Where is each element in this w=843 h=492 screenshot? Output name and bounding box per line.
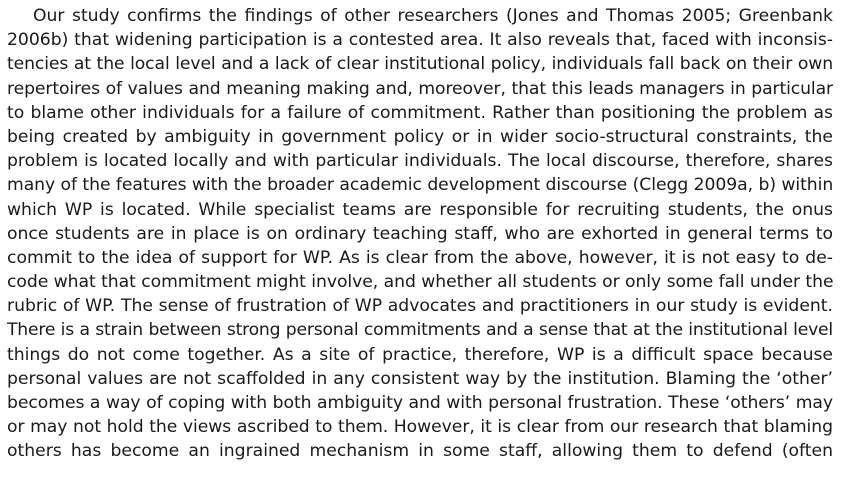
paragraph-line: rubric of WP. The sense of frustration of WP advocates and practitioners in our study is evident. xyxy=(7,296,833,317)
body-paragraph xyxy=(7,4,833,464)
paragraph-line: Our study confirms the findings of other researchers (Jones and Thomas 2005; Greenbank xyxy=(33,6,833,26)
paragraph-line: There is a strain between strong personal commitments and a sense that at the institutional level xyxy=(7,320,833,341)
paragraph-line: code what that commitment might involve, and whether all students or only some fall under the xyxy=(7,272,833,293)
paragraph-line: tencies at the local level and a lack of clear institutional policy, individuals fall back on their own xyxy=(7,54,833,75)
paragraph-line: or may not hold the views ascribed to them. However, it is clear from our research that blaming xyxy=(7,417,833,438)
paragraph-line: to blame other individuals for a failure of commitment. Rather than positioning the problem as xyxy=(7,102,833,123)
paragraph-line: others has become an ingrained mechanism in some staff, allowing them to defend (often xyxy=(7,441,833,462)
paragraph-line: becomes a way of coping with both ambiguity and with personal frustration. These ‘others’ may xyxy=(7,393,833,413)
paragraph-line: 2006b) that widening participation is a contested area. It also reveals that, faced with inconsis- xyxy=(7,30,833,51)
paragraph-line: commit to the idea of support for WP. As is clear from the above, however, it is not easy to de- xyxy=(7,247,833,268)
paragraph-line: personal values are not scaffolded in any consistent way by the institution. Blaming the ‘other’ xyxy=(7,368,833,389)
paragraph-line: which WP is located. While specialist teams are responsible for recruiting students, the onus xyxy=(7,199,833,220)
paragraph-line: once students are in place is on ordinary teaching staff, who are exhorted in general terms to xyxy=(7,223,833,244)
paragraph-line: many of the features with the broader academic development discourse (Clegg 2009a, b) within xyxy=(7,175,833,196)
paragraph-line: being created by ambiguity in government policy or in wider socio-structural constraints, the xyxy=(7,126,833,147)
paragraph-line: repertoires of values and meaning making and, moreover, that this leads managers in particular xyxy=(7,78,833,99)
paragraph-line: things do not come together. As a site of practice, therefore, WP is a difficult space because xyxy=(7,344,833,365)
paragraph-line: problem is located locally and with particular individuals. The local discourse, therefore, shares xyxy=(7,151,833,172)
